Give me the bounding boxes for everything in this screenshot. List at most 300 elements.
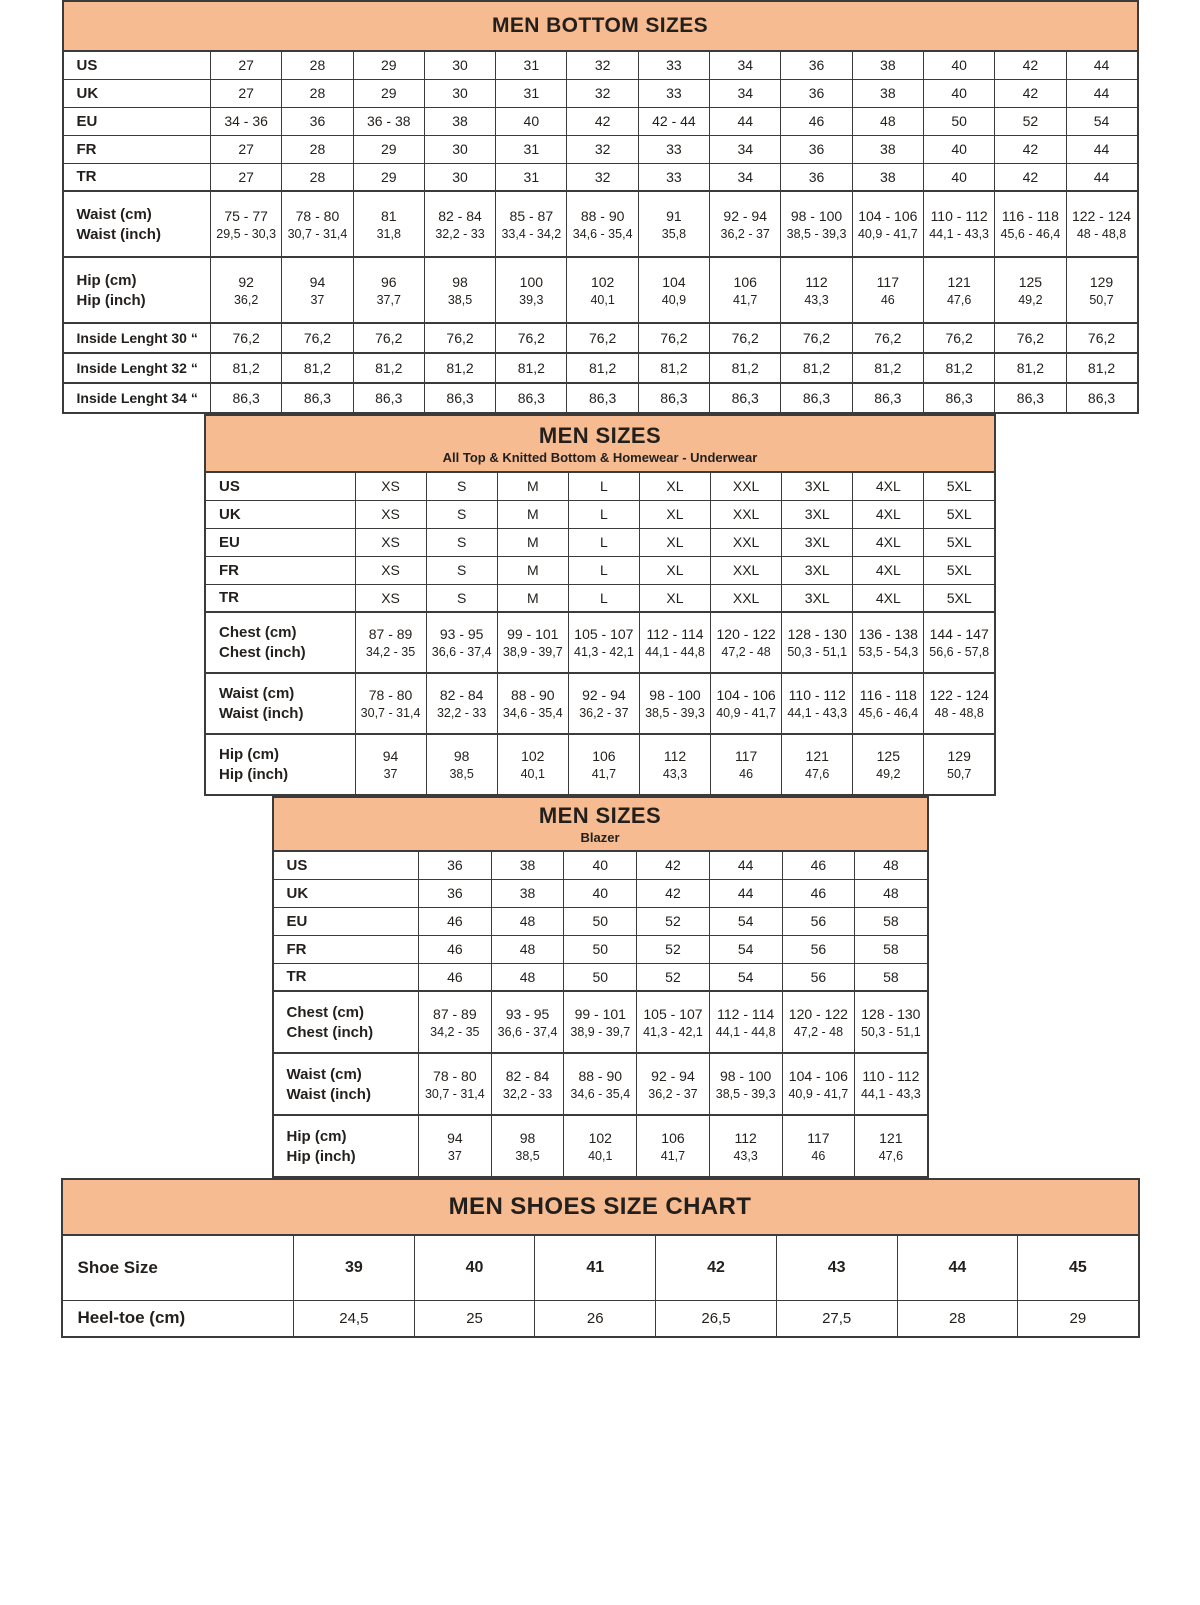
table-cell: L: [568, 584, 639, 612]
cell-value-bottom: 33,4 - 34,2: [501, 226, 562, 241]
table-cell: 44: [709, 851, 782, 879]
table-cell: 48: [491, 963, 564, 991]
table-cell: 5XL: [924, 528, 995, 556]
table-row: [205, 734, 995, 795]
table-cell: 40: [414, 1235, 535, 1300]
table-cell: [711, 612, 782, 673]
table-cell: 56: [782, 907, 855, 935]
table-cell: 48: [852, 107, 923, 135]
row-label-cell: [205, 734, 355, 795]
table-cell: 38: [852, 79, 923, 107]
table-cell: 44: [710, 107, 781, 135]
cell-value-bottom: 45,6 - 46,4: [858, 706, 919, 720]
table-cell: 48: [491, 907, 564, 935]
cell-value-top: 112: [663, 748, 687, 764]
table-cell: 36 - 38: [353, 107, 424, 135]
table-cell: 38: [491, 879, 564, 907]
table-cell: 32: [567, 79, 638, 107]
table-cell: 38: [852, 163, 923, 191]
table-cell: 36: [282, 107, 353, 135]
cell-value-top: 93 - 95: [439, 626, 484, 642]
cell-value-top: 82 - 84: [439, 687, 484, 703]
table-cell: 46: [781, 107, 852, 135]
table-cell: [637, 1115, 710, 1177]
table-cell: 30: [424, 163, 495, 191]
cell-value-top: 104 - 106: [858, 207, 918, 224]
table-cell: 38: [852, 51, 923, 79]
table-cell: 86,3: [282, 383, 353, 413]
table-title: MEN BOTTOM SIZES: [491, 14, 709, 37]
table-cell: 34: [710, 135, 781, 163]
table-cell: 54: [1066, 107, 1137, 135]
table-cell: 42 - 44: [638, 107, 709, 135]
table-cell: 86,3: [781, 383, 852, 413]
cell-value-top: 87 - 89: [433, 1005, 477, 1022]
cell-value-bottom: 40,1: [520, 767, 545, 781]
table-cell: [782, 673, 853, 734]
table-cell: 29: [1018, 1300, 1139, 1337]
table-cell: [639, 673, 710, 734]
table-body: [63, 51, 1138, 413]
table-cell: [782, 612, 853, 673]
table-title-row: [205, 415, 995, 472]
table-cell: 5XL: [924, 584, 995, 612]
table-cell: 81,2: [852, 353, 923, 383]
table-cell: 86,3: [424, 383, 495, 413]
cell-value-top: 122 - 124: [1071, 207, 1132, 224]
table-cell: 4XL: [853, 500, 924, 528]
table-cell: 40: [923, 51, 994, 79]
cell-value-top: 104 - 106: [788, 1067, 848, 1084]
cell-value-bottom: 37: [447, 1148, 462, 1163]
table-cell: XL: [639, 500, 710, 528]
table-cell: 52: [637, 935, 710, 963]
table-cell: [567, 257, 638, 323]
cell-value-top: 87 - 89: [368, 626, 413, 642]
table-cell: 86,3: [496, 383, 567, 413]
table-cell: 5XL: [924, 556, 995, 584]
table-cell: 54: [709, 935, 782, 963]
table-cell: 5XL: [924, 472, 995, 500]
table-cell: XL: [639, 556, 710, 584]
cell-value-top: 88 - 90: [580, 207, 625, 224]
table-cell: XS: [355, 556, 426, 584]
cell-value-bottom: 50,3 - 51,1: [787, 645, 848, 659]
table-cell: [355, 612, 426, 673]
table-cell: 32: [567, 51, 638, 79]
table-cell: 34 - 36: [211, 107, 282, 135]
table-cell: 29: [353, 163, 424, 191]
table-cell: 30: [424, 79, 495, 107]
table-row: [63, 383, 1138, 413]
cell-value-top: 98: [519, 1129, 536, 1146]
cell-value-top: 117: [734, 748, 758, 764]
cell-value-bottom: 35,8: [661, 226, 687, 241]
cell-value-top: 104: [662, 273, 686, 290]
table-cell: 42: [637, 879, 710, 907]
table-cell: 86,3: [995, 383, 1066, 413]
row-label-bottom: Waist (inch): [286, 1085, 371, 1103]
cell-value-bottom: 40,1: [590, 292, 615, 307]
table-cell: [567, 191, 638, 257]
table-cell: 44: [1066, 135, 1137, 163]
table-cell: 46: [782, 879, 855, 907]
table-cell: 28: [282, 135, 353, 163]
row-label-cell: UK: [273, 879, 419, 907]
table-cell: [426, 612, 497, 673]
cell-value-top: 82 - 84: [438, 207, 482, 224]
table-cell: 31: [496, 135, 567, 163]
table-cell: 44: [1066, 79, 1137, 107]
cell-value-top: 92 - 94: [582, 687, 626, 703]
cell-value-bottom: 30,7 - 31,4: [360, 706, 421, 720]
row-label-cell: EU: [273, 907, 419, 935]
table-cell: 76,2: [638, 323, 709, 353]
table-cell: 52: [995, 107, 1066, 135]
table-cell: [853, 673, 924, 734]
table-header: [205, 415, 995, 472]
cell-value-bottom: 39,3: [519, 292, 544, 307]
cell-value-top: 125: [876, 748, 900, 764]
cell-value-bottom: 46: [811, 1148, 826, 1163]
cell-value-top: 106: [661, 1129, 685, 1146]
cell-value-bottom: 50,7: [947, 767, 972, 781]
row-label-cell: US: [63, 51, 211, 79]
cell-value-top: 112 - 114: [646, 626, 704, 642]
cell-value-top: 120 - 122: [716, 626, 776, 642]
cell-value-top: 81: [380, 207, 397, 224]
table-cell: 52: [637, 907, 710, 935]
table-cell: [282, 257, 353, 323]
cell-value-top: 98 - 100: [719, 1067, 772, 1084]
cell-value-bottom: 53,5 - 54,3: [858, 645, 919, 659]
cell-value-bottom: 47,2 - 48: [721, 645, 771, 659]
table-cell: 3XL: [782, 500, 853, 528]
row-label-cell: EU: [205, 528, 355, 556]
table-cell: 30: [424, 51, 495, 79]
cell-value-top: 117: [807, 1129, 830, 1146]
cell-value-bottom: 36,2 - 37: [720, 226, 770, 241]
cell-value-top: 94: [382, 748, 399, 764]
table-cell: 34: [710, 79, 781, 107]
table-cell: XS: [355, 472, 426, 500]
cell-value-bottom: 31,8: [376, 226, 401, 241]
table-cell: [564, 1053, 637, 1115]
cell-value-bottom: 44,1 - 44,8: [645, 645, 705, 659]
table-cell: 28: [282, 51, 353, 79]
table-cell: 40: [923, 79, 994, 107]
table-cell: XL: [639, 584, 710, 612]
table-cell: 42: [637, 851, 710, 879]
row-label-cell: Inside Lenght 34 “: [63, 383, 211, 413]
table-cell: 48: [491, 935, 564, 963]
cell-value-bottom: 34,6 - 35,4: [570, 1086, 631, 1101]
cell-value-bottom: 40,9 - 41,7: [788, 1086, 849, 1101]
cell-value-bottom: 48 - 48,8: [934, 706, 984, 720]
table-cell: [639, 734, 710, 795]
cell-value-bottom: 38,5 - 39,3: [645, 706, 705, 720]
cell-value-bottom: 38,5 - 39,3: [786, 226, 847, 241]
cell-value-top: 120 - 122: [788, 1005, 848, 1022]
row-label-cell: Inside Lenght 30 “: [63, 323, 211, 353]
table-cell: 42: [995, 163, 1066, 191]
table-cell: [710, 191, 781, 257]
table-cell: 38: [424, 107, 495, 135]
cell-value-top: 110 - 112: [862, 1067, 920, 1084]
table-cell: 45: [1018, 1235, 1139, 1300]
table-row: [273, 1053, 928, 1115]
table-cell: [638, 257, 709, 323]
table-cell: [924, 673, 995, 734]
table-cell: [568, 734, 639, 795]
cell-value-top: 91: [666, 207, 682, 224]
table-cell: S: [426, 556, 497, 584]
row-label-cell: UK: [63, 79, 211, 107]
table-cell: 39: [294, 1235, 415, 1300]
table-title-row: [273, 797, 928, 851]
row-label-bottom: Hip (inch): [76, 291, 146, 309]
cell-value-top: 110 - 112: [788, 687, 846, 703]
table-cell: M: [497, 556, 568, 584]
table-cell: 38: [491, 851, 564, 879]
cell-value-top: 102: [590, 273, 615, 290]
table-cell: 76,2: [353, 323, 424, 353]
table-cell: 25: [414, 1300, 535, 1337]
table-cell: 76,2: [1066, 323, 1137, 353]
table-cell: 33: [638, 163, 709, 191]
table-title: MEN SHOES SIZE CHART: [448, 1193, 752, 1220]
table-body: [273, 851, 928, 1177]
men-bottom-sizes-table: [62, 0, 1139, 414]
cell-value-bottom: 56,6 - 57,8: [929, 645, 990, 659]
table-cell: [782, 1053, 855, 1115]
table-cell: 3XL: [782, 584, 853, 612]
table-cell: 30: [424, 135, 495, 163]
table-cell: 76,2: [923, 323, 994, 353]
cell-value-top: 92 - 94: [723, 207, 768, 224]
cell-value-bottom: 44,1 - 43,3: [929, 226, 989, 241]
table-cell: 81,2: [567, 353, 638, 383]
row-label-cell: TR: [273, 963, 419, 991]
table-cell: 86,3: [1066, 383, 1137, 413]
table-row: [205, 472, 995, 500]
table-cell: 40: [564, 879, 637, 907]
table-cell: [419, 1053, 492, 1115]
table-cell: [424, 191, 495, 257]
cell-value-bottom: 32,2 - 33: [435, 226, 485, 241]
cell-value-bottom: 46: [880, 292, 895, 307]
row-label-bottom: Hip (inch): [219, 766, 289, 783]
row-label-cell: US: [273, 851, 419, 879]
table-cell: 42: [995, 135, 1066, 163]
table-body: [62, 1235, 1139, 1337]
table-cell: [426, 734, 497, 795]
table-row: [62, 1235, 1139, 1300]
table-cell: 81,2: [781, 353, 852, 383]
row-label-cell: [273, 991, 419, 1053]
cell-value-top: 128 - 130: [787, 626, 847, 642]
table-cell: 40: [496, 107, 567, 135]
table-cell: 29: [353, 79, 424, 107]
cell-value-bottom: 40,1: [588, 1148, 613, 1163]
table-cell: 48: [855, 851, 928, 879]
table-cell: [709, 991, 782, 1053]
table-cell: 58: [855, 907, 928, 935]
table-cell: 42: [995, 51, 1066, 79]
table-cell: 43: [776, 1235, 897, 1300]
cell-value-bottom: 38,5: [449, 767, 474, 781]
table-cell: 56: [782, 963, 855, 991]
table-cell: [781, 191, 852, 257]
row-label-cell: FR: [273, 935, 419, 963]
cell-value-bottom: 38,5: [447, 292, 473, 307]
table-cell: 46: [419, 907, 492, 935]
cell-value-top: 98: [452, 273, 468, 290]
row-label-cell: TR: [63, 163, 211, 191]
row-label-top: Hip (cm): [286, 1127, 347, 1145]
cell-value-top: 121: [879, 1129, 903, 1146]
table-cell: 86,3: [923, 383, 994, 413]
table-cell: [282, 191, 353, 257]
table-cell: 42: [656, 1235, 777, 1300]
table-title: MEN SIZES: [538, 803, 662, 828]
cell-value-top: 99 - 101: [574, 1005, 626, 1022]
table-cell: 81,2: [995, 353, 1066, 383]
table-cell: [355, 734, 426, 795]
table-cell: 4XL: [853, 528, 924, 556]
table-cell: 33: [638, 135, 709, 163]
table-cell: [710, 257, 781, 323]
cell-value-bottom: 43,3: [733, 1148, 758, 1163]
table-cell: XS: [355, 584, 426, 612]
cell-value-bottom: 44,1 - 43,3: [787, 706, 848, 720]
table-cell: 36: [781, 163, 852, 191]
table-cell: 42: [995, 79, 1066, 107]
table-cell: 86,3: [353, 383, 424, 413]
table-cell: [1066, 257, 1137, 323]
cell-value-top: 116 - 118: [1001, 207, 1059, 224]
row-label-cell: TR: [205, 584, 355, 612]
row-label-top: Waist (cm): [76, 205, 152, 223]
table-cell: [497, 734, 568, 795]
table-title-cell: [273, 797, 928, 851]
table-cell: [709, 1053, 782, 1115]
table-row: [63, 353, 1138, 383]
table-cell: S: [426, 584, 497, 612]
cell-value-bottom: 37: [310, 292, 325, 307]
table-row: [205, 500, 995, 528]
table-cell: [924, 734, 995, 795]
table-cell: 5XL: [924, 500, 995, 528]
table-cell: 36: [419, 851, 492, 879]
table-cell: [496, 257, 567, 323]
table-cell: [424, 257, 495, 323]
cell-value-bottom: 30,7 - 31,4: [287, 226, 348, 241]
cell-value-top: 116 - 118: [859, 687, 917, 703]
cell-value-top: 125: [1018, 273, 1043, 290]
table-cell: [497, 673, 568, 734]
cell-value-bottom: 36,2: [233, 292, 259, 307]
cell-value-bottom: 49,2: [876, 767, 901, 781]
row-label-bottom: Chest (inch): [219, 644, 306, 661]
table-cell: XS: [355, 500, 426, 528]
cell-value-top: 78 - 80: [368, 687, 413, 703]
table-cell: [497, 612, 568, 673]
table-row: [273, 935, 928, 963]
cell-value-bottom: 41,7: [733, 292, 758, 307]
cell-value-top: 112: [805, 273, 828, 290]
table-cell: 44: [1066, 51, 1137, 79]
cell-value-top: 98 - 100: [790, 207, 843, 224]
row-label-bottom: Hip (inch): [286, 1147, 356, 1165]
table-cell: 52: [637, 963, 710, 991]
table-row: [273, 1115, 928, 1177]
table-cell: [711, 673, 782, 734]
table-cell: 40: [564, 851, 637, 879]
table-cell: 54: [709, 907, 782, 935]
cell-value-top: 100: [519, 273, 544, 290]
table-cell: [564, 1115, 637, 1177]
table-cell: [355, 673, 426, 734]
cell-value-bottom: 29,5 - 30,3: [216, 226, 277, 241]
cell-value-top: 106: [733, 273, 757, 290]
table-cell: [568, 673, 639, 734]
table-cell: 81,2: [496, 353, 567, 383]
table-cell: [568, 612, 639, 673]
cell-value-bottom: 50,3 - 51,1: [860, 1024, 921, 1039]
cell-value-top: 96: [380, 273, 397, 290]
table-cell: S: [426, 472, 497, 500]
table-cell: 56: [782, 935, 855, 963]
cell-value-bottom: 46: [739, 767, 754, 781]
table-subtitle: All Top & Knitted Bottom & Homewear - Underwear: [442, 449, 758, 465]
table-cell: L: [568, 500, 639, 528]
row-label-cell: UK: [205, 500, 355, 528]
table-title-cell: [62, 1179, 1139, 1235]
table-cell: L: [568, 556, 639, 584]
table-cell: 76,2: [496, 323, 567, 353]
cell-value-top: 117: [876, 273, 899, 290]
cell-value-top: 94: [309, 273, 326, 290]
table-cell: [491, 991, 564, 1053]
row-label-cell: [273, 1053, 419, 1115]
table-cell: [564, 991, 637, 1053]
row-label-cell: [205, 612, 355, 673]
table-cell: 36: [419, 879, 492, 907]
table-cell: 44: [897, 1235, 1018, 1300]
row-label-cell: [63, 257, 211, 323]
table-cell: 4XL: [853, 556, 924, 584]
table-cell: 36: [781, 135, 852, 163]
table-cell: 76,2: [567, 323, 638, 353]
table-subtitle: Blazer: [580, 830, 620, 845]
table-cell: [353, 257, 424, 323]
table-cell: [995, 257, 1066, 323]
cell-value-bottom: 36,2 - 37: [579, 706, 629, 720]
row-label-cell: [273, 1115, 419, 1177]
row-label-bottom: Chest (inch): [286, 1023, 374, 1041]
cell-value-top: 82 - 84: [505, 1067, 550, 1084]
table-cell: 81,2: [424, 353, 495, 383]
cell-value-bottom: 34,6 - 35,4: [572, 226, 633, 241]
table-cell: 76,2: [995, 323, 1066, 353]
table-cell: 32: [567, 135, 638, 163]
cell-value-top: 144 - 147: [929, 626, 989, 642]
table-cell: 86,3: [567, 383, 638, 413]
table-cell: 40: [923, 163, 994, 191]
table-row: [273, 879, 928, 907]
row-label-top: Waist (cm): [219, 685, 295, 702]
